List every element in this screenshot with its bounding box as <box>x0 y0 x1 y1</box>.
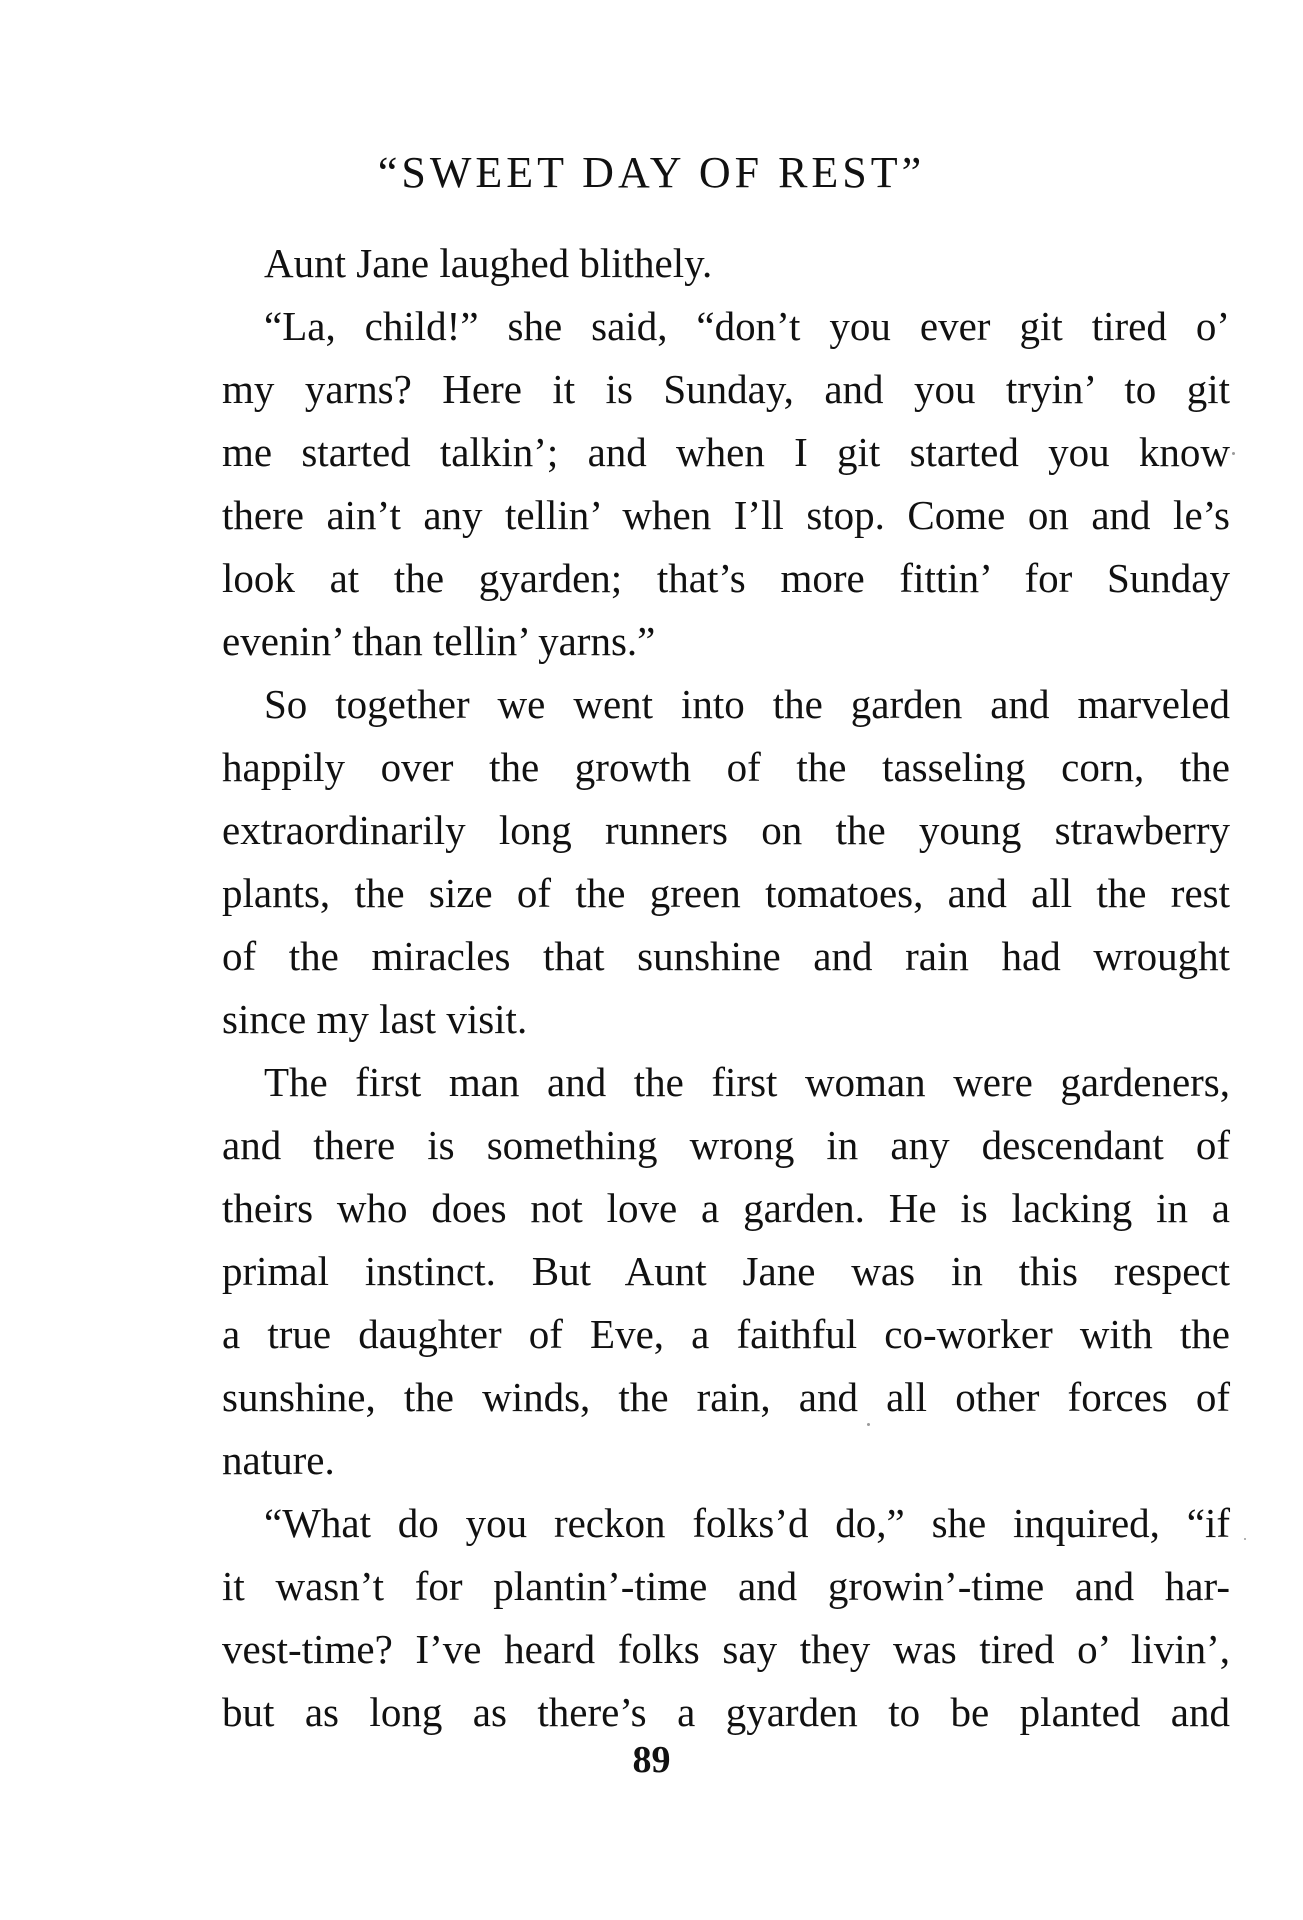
scan-speck <box>1232 452 1235 455</box>
text-line: but as long as there’s a gyarden to be planted and <box>222 1689 1230 1735</box>
text-line: my yarns? Here it is Sunday, and you tryin’ to git <box>222 366 1230 412</box>
text-line: of the miracles that sunshine and rain had wrought <box>222 933 1230 979</box>
text-line: and there is something wrong in any descendant of <box>222 1122 1230 1168</box>
text-line: happily over the growth of the tasseling corn, the <box>222 744 1230 790</box>
text-line: look at the gyarden; that’s more fittin’ for Sunday <box>222 555 1230 601</box>
text-line: plants, the size of the green tomatoes, and all the rest <box>222 870 1230 916</box>
text-line: Aunt Jane laughed blithely. <box>264 240 713 286</box>
page-number: 89 <box>632 1739 671 1781</box>
text-line: primal instinct. But Aunt Jane was in this respect <box>222 1248 1230 1294</box>
text-line: it wasn’t for plantin’-time and growin’-time and har- <box>222 1563 1230 1609</box>
scan-speck <box>1244 1538 1246 1540</box>
text-line: there ain’t any tellin’ when I’ll stop. Come on and le’s <box>222 492 1230 538</box>
text-line: extraordinarily long runners on the young strawberry <box>222 807 1230 853</box>
text-line: theirs who does not love a garden. He is lacking in a <box>222 1185 1230 1231</box>
text-line: a true daughter of Eve, a faithful co-worker with the <box>222 1311 1230 1357</box>
text-line: So together we went into the garden and marveled <box>264 681 1230 727</box>
text-line: “La, child!” she said, “don’t you ever git tired o’ <box>264 303 1230 349</box>
text-line: The first man and the first woman were gardeners, <box>264 1059 1230 1105</box>
text-line: “What do you reckon folks’d do,” she inquired, “if <box>264 1500 1230 1546</box>
running-head: “SWEET DAY OF REST” <box>377 148 926 197</box>
text-line: since my last visit. <box>222 996 528 1042</box>
text-line: sunshine, the winds, the rain, and all other forces of <box>222 1374 1230 1420</box>
text-line: me started talkin’; and when I git started you know <box>222 429 1230 475</box>
text-line: evenin’ than tellin’ yarns.” <box>222 618 656 664</box>
text-line: vest-time? I’ve heard folks say they was tired o’ livin’, <box>222 1626 1230 1672</box>
body-text <box>222 232 1230 1744</box>
scan-speck <box>867 1423 870 1426</box>
text-line: nature. <box>222 1437 335 1483</box>
